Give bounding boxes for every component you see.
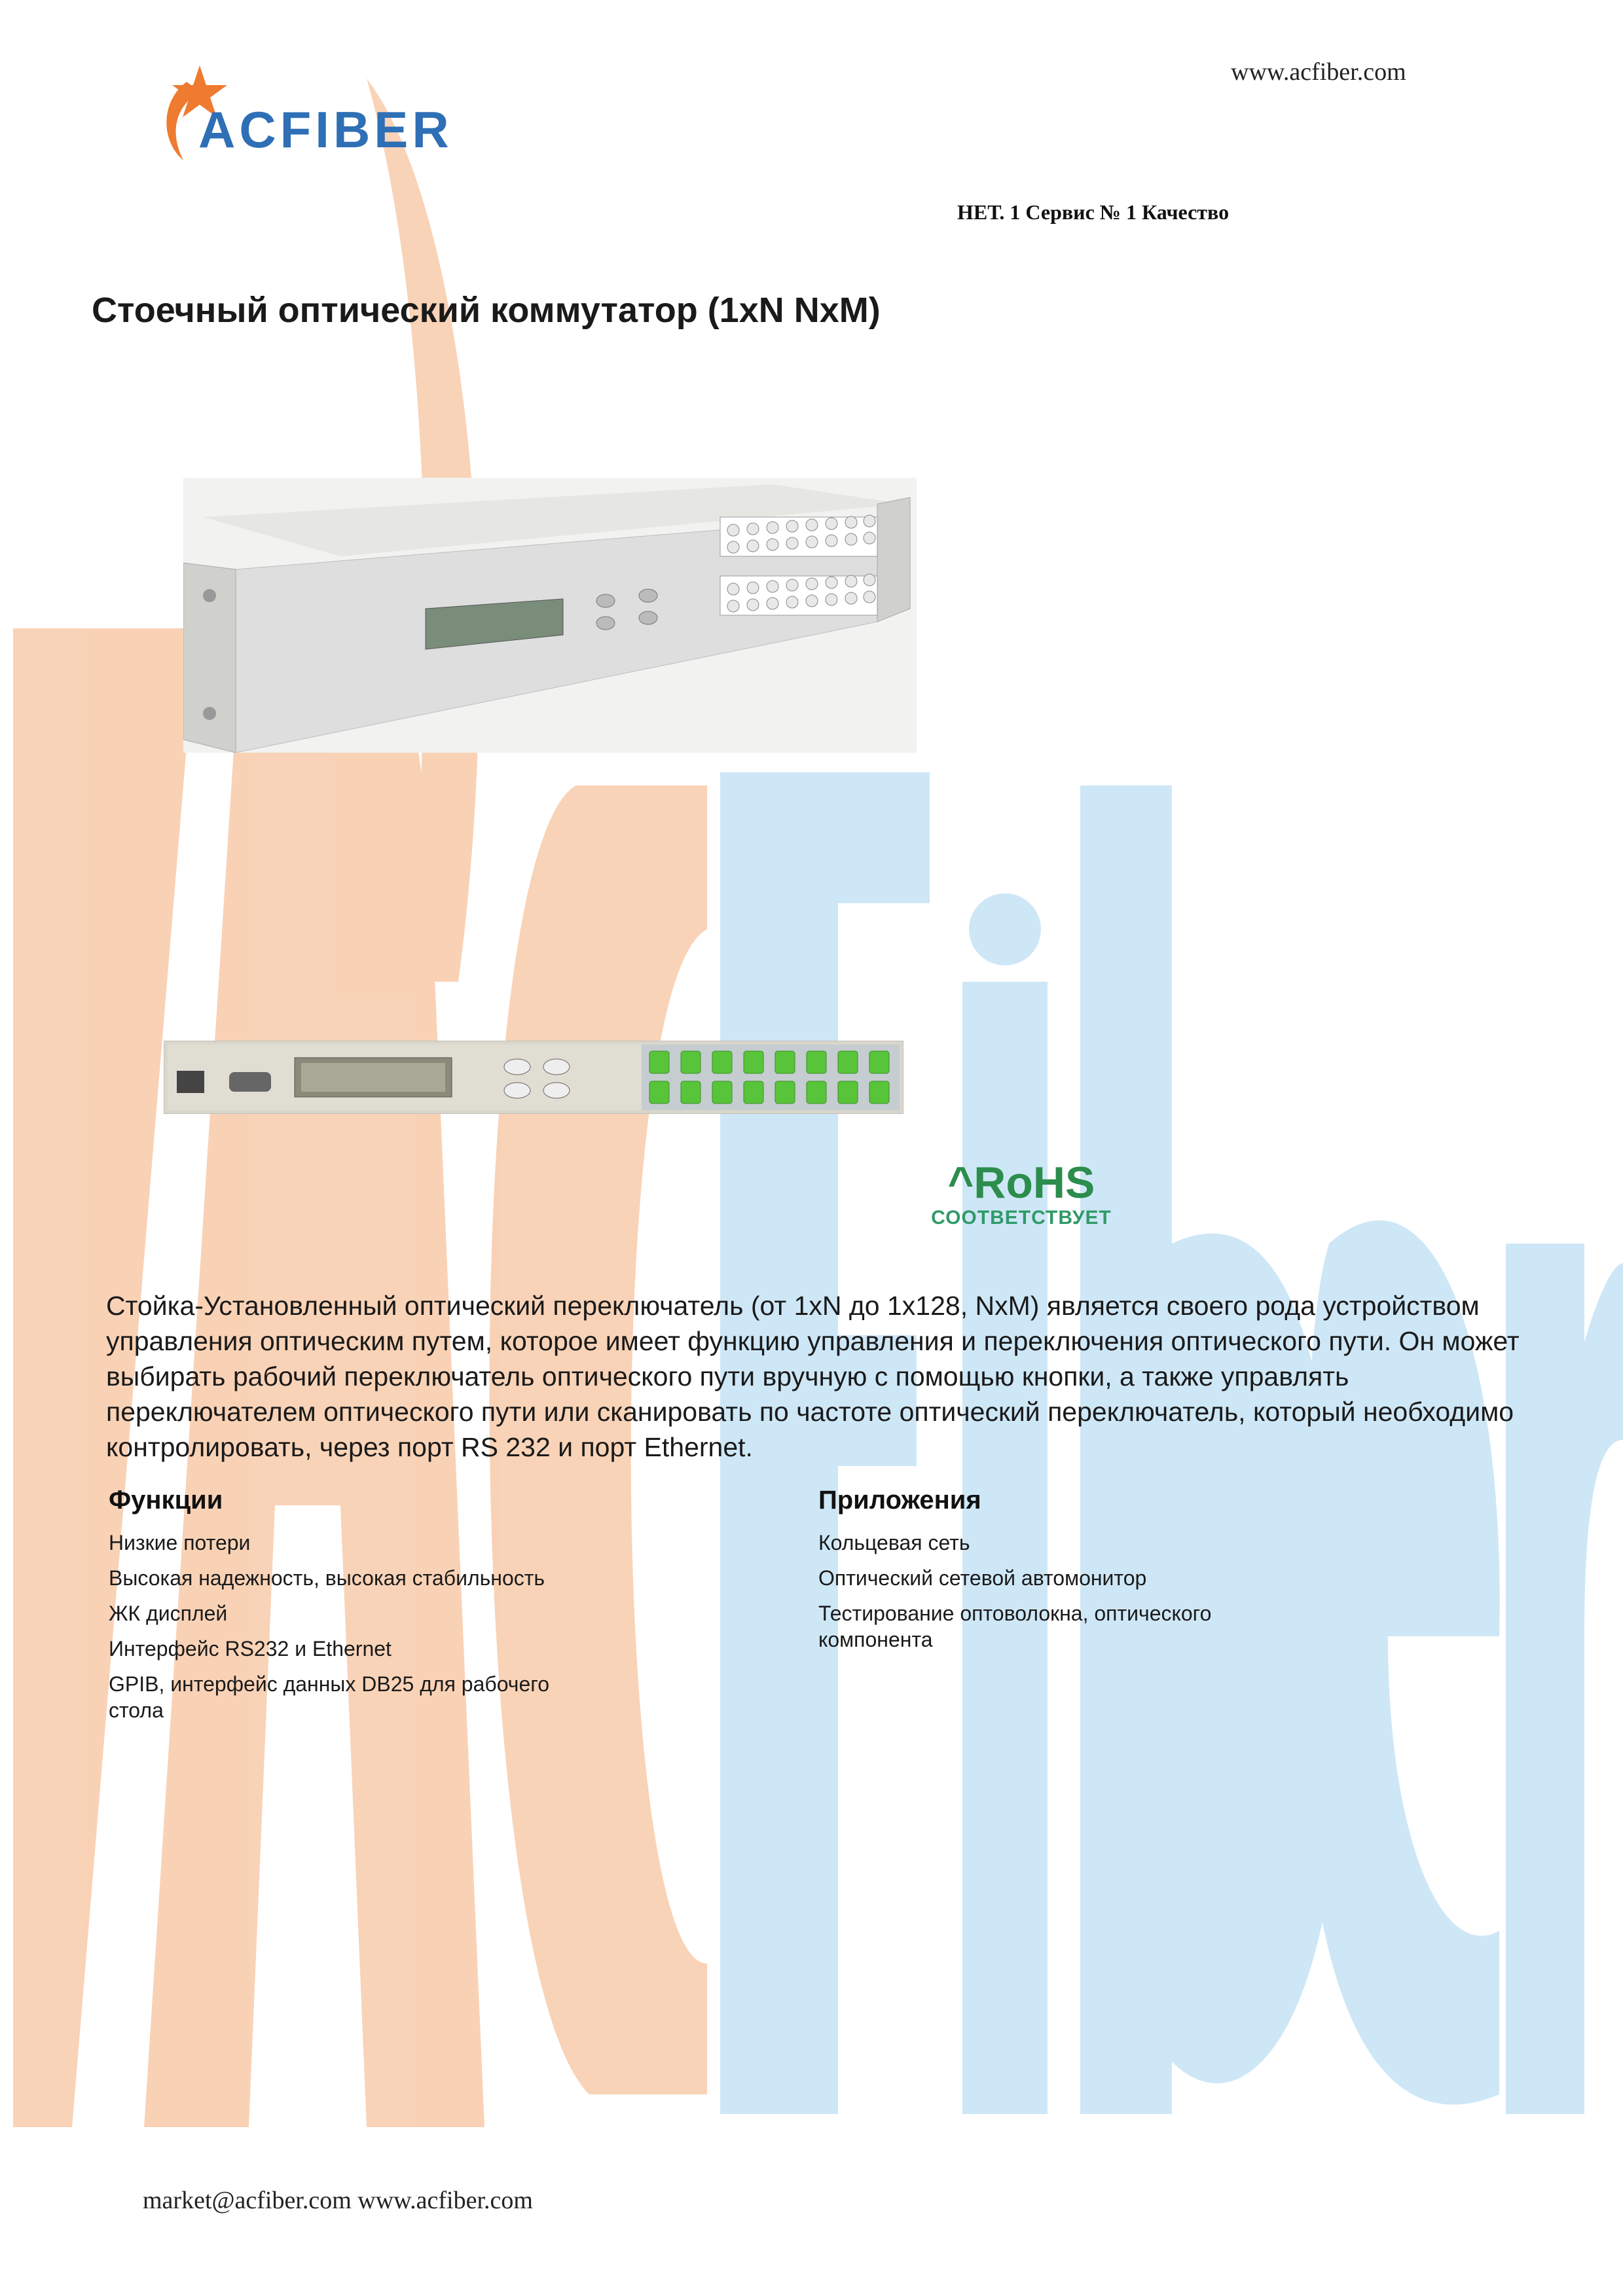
rohs-compliant-label: СООТВЕТСТВУЕТ — [931, 1207, 1112, 1229]
list-item: Оптический сетевой автомонитор — [818, 1566, 1147, 1590]
page-title: Стоечный оптический коммутатор (1xN NxM) — [92, 291, 881, 330]
functions-list — [109, 1530, 567, 1723]
product-description: Стойка-Установленный оптический переключатель (от 1xN до 1x128, NxM) является своего рода устройством управления оптическим путем, которое имеет функцию управления и переключения оптического пути. Он может выбирать рабочий переключатель оптического пути вручную с помощью кнопки, а также управлять переключателем оптического пути или сканировать по частоте оптический переключатель, который необходимо контролировать, через порт RS 232 и порт Ethernet. — [106, 1291, 1520, 1462]
header-url: www.acfiber.com — [1231, 58, 1406, 86]
list-item: Интерфейс RS232 и Ethernet — [109, 1637, 392, 1660]
list-item: Тестирование оптоволокна, оптического компонента — [818, 1602, 1212, 1651]
rohs-badge — [903, 1158, 1139, 1229]
rack-switch-photo — [183, 478, 917, 753]
front-panel-photo — [164, 1041, 903, 1114]
applications-list — [818, 1530, 1277, 1653]
list-item: Кольцевая сеть — [818, 1531, 970, 1554]
tagline: НЕТ. 1 Сервис № 1 Качество — [957, 200, 1230, 224]
rohs-mark: ^RoHS — [947, 1158, 1095, 1208]
applications-section — [818, 1486, 1277, 1662]
logo-text: ACFIBER — [198, 101, 453, 158]
functions-heading: Функции — [109, 1486, 223, 1515]
applications-heading: Приложения — [818, 1486, 981, 1515]
functions-section — [109, 1486, 567, 1732]
list-item: Высокая надежность, высокая стабильность — [109, 1566, 545, 1590]
footer-contacts: market@acfiber.com www.acfiber.com — [143, 2187, 533, 2214]
list-item: ЖК дисплей — [109, 1602, 228, 1625]
list-item: GPIB, интерфейс данных DB25 для рабочего стола — [109, 1672, 550, 1722]
list-item: Низкие потери — [109, 1531, 251, 1554]
acfiber-logo — [147, 62, 488, 167]
